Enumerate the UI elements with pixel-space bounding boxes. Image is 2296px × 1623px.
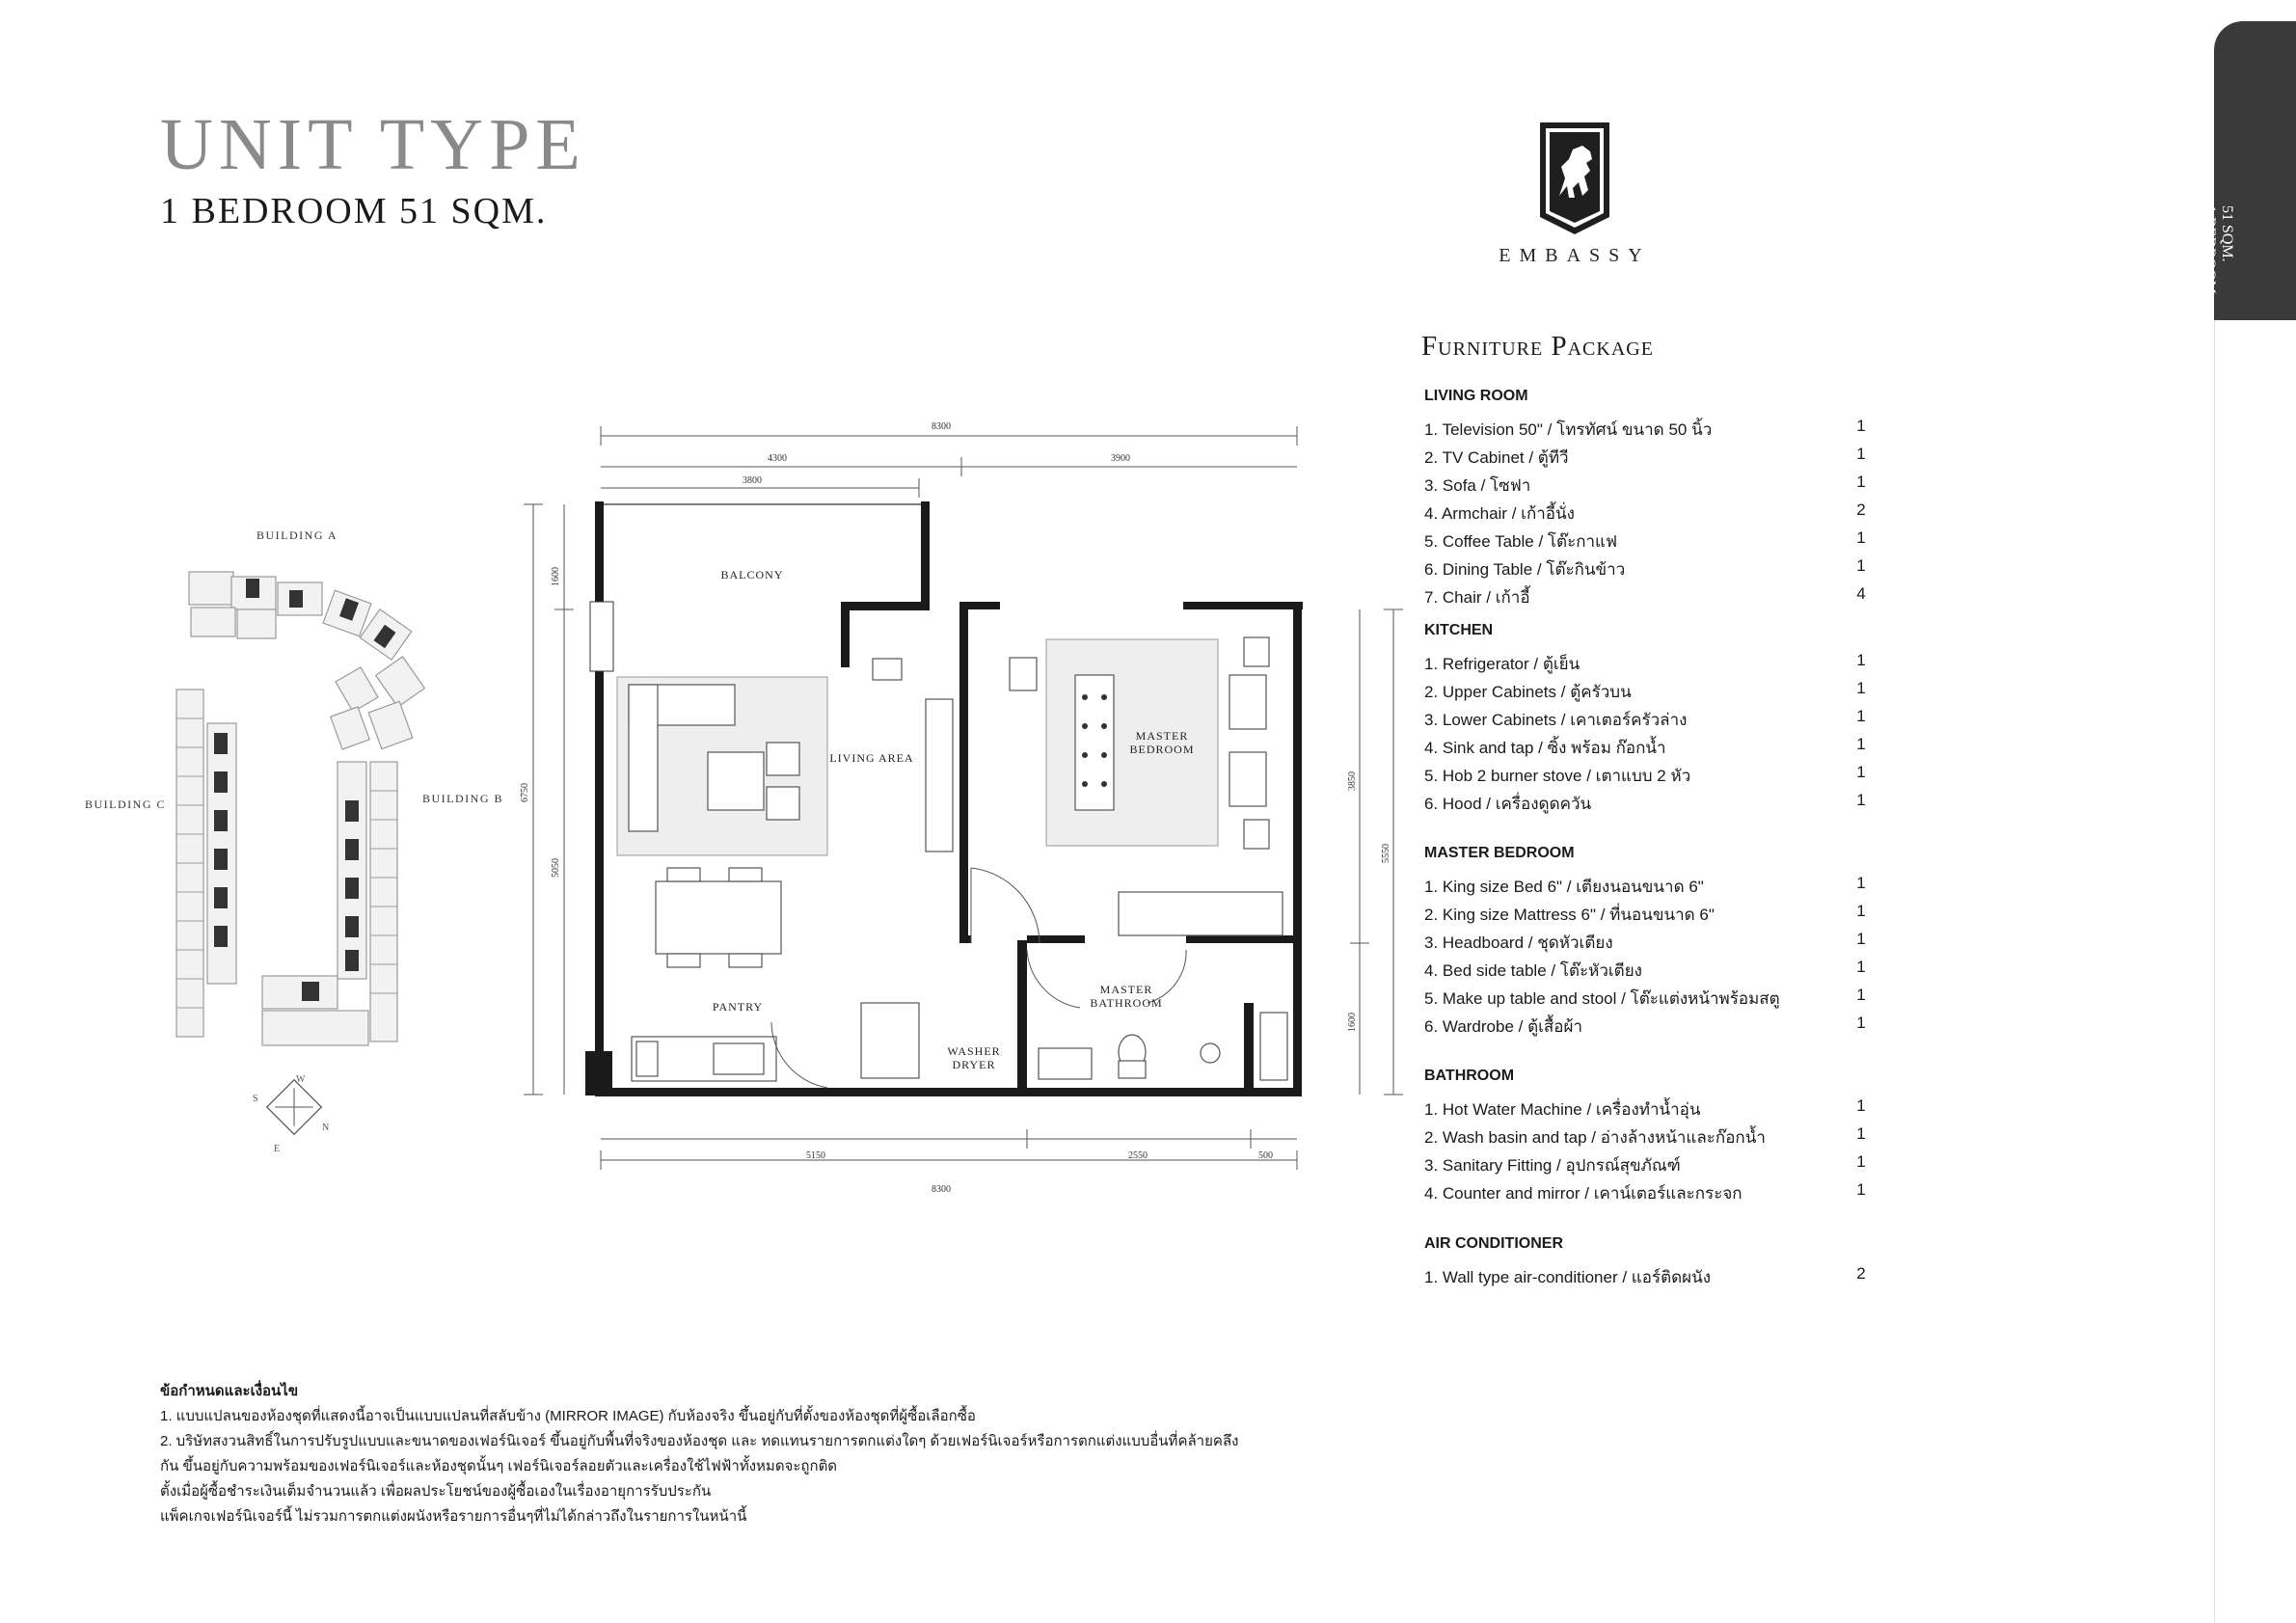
furniture-item-qty: 4 <box>1856 584 1866 603</box>
furniture-item-label: 1. Refrigerator / ตู้เย็น <box>1424 655 1580 673</box>
room-washer-1: WASHER <box>947 1044 1001 1058</box>
side-tab-label <box>2201 205 2235 294</box>
furniture-item-qty: 1 <box>1856 735 1866 753</box>
furniture-item-qty: 1 <box>1856 679 1866 697</box>
furniture-item-label: 5. Make up table and stool / โต๊ะแต่งหน้าพร้อมสตู <box>1424 989 1780 1008</box>
room-master-bathroom-2: BATHROOM <box>1090 996 1163 1010</box>
terms-line: กัน ขึ้นอยู่กับความพร้อมของเฟอร์นิเจอร์และห้องชุดนั้นๆ เฟอร์นิเจอร์ลอยตัวและเครื่องใช้ไฟฟ้าทั้งหมดจะถูกติด <box>160 1458 838 1474</box>
building-b-block <box>262 762 397 1045</box>
dim-bottom-total: 8300 <box>932 1184 951 1195</box>
room-balcony: BALCONY <box>720 568 784 582</box>
furniture-item-label: 4. Sink and tap / ซิ้ง พร้อม ก๊อกน้ำ <box>1424 739 1666 757</box>
furniture-item <box>1424 1124 1868 1150</box>
furniture-item-label: 3. Lower Cabinets / เคาเตอร์ครัวล่าง <box>1424 711 1688 729</box>
room-living-area: LIVING AREA <box>829 751 914 765</box>
page-subtitle: 1 BEDROOM 51 SQM. <box>160 191 548 231</box>
furniture-item-qty: 1 <box>1856 528 1866 547</box>
furniture-item-qty: 1 <box>1856 417 1866 435</box>
furniture-item <box>1424 1264 1868 1290</box>
embassy-logo <box>1536 121 1613 236</box>
furniture-item-label: 1. Television 50" / โทรทัศน์ ขนาด 50 นิ้ว <box>1424 420 1713 439</box>
furniture-item-label: 3. Headboard / ชุดหัวเตียง <box>1424 933 1613 952</box>
side-tab-line-1: 51 SQM. <box>2219 205 2235 262</box>
terms-heading: ข้อกำหนดและเงื่อนไข <box>160 1383 299 1399</box>
furniture-item-qty: 1 <box>1856 1180 1866 1199</box>
furniture-item <box>1424 930 1868 956</box>
dim-right-upper: 3850 <box>1347 771 1358 791</box>
furniture-item <box>1424 707 1868 733</box>
furniture-item-qty: 1 <box>1856 763 1866 781</box>
furniture-item <box>1424 500 1868 527</box>
furniture-item-label: 2. Wash basin and tap / อ่างล้างหน้าและก๊อกน้ำ <box>1424 1128 1766 1147</box>
furniture-item-qty: 1 <box>1856 874 1866 892</box>
furniture-item-qty: 1 <box>1856 445 1866 463</box>
room-washer-2: DRYER <box>952 1058 996 1071</box>
site-plan <box>77 521 503 1167</box>
dim-left-lower: 5050 <box>551 858 561 878</box>
furniture-item <box>1424 1014 1868 1040</box>
furniture-item-label: 2. TV Cabinet / ตู้ทีวี <box>1424 448 1569 467</box>
furniture-item-label: 1. Hot Water Machine / เครื่องทำน้ำอุ่น <box>1424 1100 1701 1119</box>
page-edge-divider <box>2214 320 2215 1623</box>
furniture-item <box>1424 902 1868 928</box>
furniture-item <box>1424 763 1868 789</box>
furniture-item <box>1424 528 1868 555</box>
furniture-item-label: 4. Counter and mirror / เคาน์เตอร์และกระจก <box>1424 1184 1742 1203</box>
terms-line: ตั้งเมื่อผู้ซื้อชำระเงินเต็มจำนวนแล้ว เพื่อผลประโยชน์ของผู้ซื้อเองในเรื่องอายุการรับประกัน <box>160 1483 712 1500</box>
terms-line: 1. แบบแปลนของห้องชุดที่แสดงนี้อาจเป็นแบบแปลนที่สลับข้าง (MIRROR IMAGE) กับห้องจริง ขึ้นอยู่กับที่ตั้งของห้องชุดที่ผู้ซื้อเลือกซื้อ <box>160 1408 976 1424</box>
furniture-category: KITCHEN <box>1424 622 1494 638</box>
furniture-item-qty: 1 <box>1856 1014 1866 1032</box>
furniture-item-label: 5. Hob 2 burner stove / เตาแบบ 2 หัว <box>1424 767 1691 785</box>
building-c-label: BUILDING C <box>85 798 166 811</box>
furniture-item-qty: 1 <box>1856 707 1866 725</box>
furniture-item <box>1424 958 1868 984</box>
furniture-item-label: 1. King size Bed 6" / เตียงนอนขนาด 6" <box>1424 878 1704 896</box>
furniture-item-qty: 1 <box>1856 1152 1866 1171</box>
compass-w: W <box>296 1074 306 1085</box>
room-pantry: PANTRY <box>712 1000 764 1014</box>
furniture-item-label: 5. Coffee Table / โต๊ะกาแฟ <box>1424 532 1618 551</box>
dim-top-left: 4300 <box>768 453 787 464</box>
furniture-item <box>1424 1096 1868 1123</box>
furniture-category: AIR CONDITIONER <box>1424 1235 1563 1252</box>
furniture-item-qty: 1 <box>1856 902 1866 920</box>
building-b-label: BUILDING B <box>422 792 503 805</box>
furniture-item <box>1424 473 1868 499</box>
furniture-item <box>1424 556 1868 582</box>
furniture-category: MASTER BEDROOM <box>1424 845 1575 861</box>
dim-top-balcony: 3800 <box>743 475 762 486</box>
furniture-item-label: 4. Armchair / เก้าอี้นั่ง <box>1424 504 1575 523</box>
furniture-item-qty: 2 <box>1856 1264 1866 1283</box>
furniture-item-qty: 1 <box>1856 651 1866 669</box>
dim-bottom-b: 2550 <box>1128 1150 1148 1161</box>
side-tab-line-2: 1 BEDROOM <box>2201 205 2218 295</box>
dim-right-total: 5550 <box>1381 844 1391 863</box>
furniture-item-qty: 1 <box>1856 930 1866 948</box>
furniture-item-qty: 1 <box>1856 473 1866 491</box>
furniture-item-label: 2. Upper Cabinets / ตู้ครัวบน <box>1424 683 1632 701</box>
furniture-item <box>1424 445 1868 471</box>
compass-s: S <box>253 1094 258 1104</box>
furniture-item-label: 2. King size Mattress 6" / ที่นอนขนาด 6" <box>1424 906 1715 924</box>
furniture-item <box>1424 986 1868 1012</box>
furniture-item <box>1424 1152 1868 1178</box>
dim-top-total: 8300 <box>932 421 951 432</box>
furniture-item-label: 1. Wall type air-conditioner / แอร์ติดผนัง <box>1424 1268 1712 1286</box>
furniture-item-qty: 1 <box>1856 556 1866 575</box>
furniture-category: BATHROOM <box>1424 1068 1515 1084</box>
room-master-bedroom-1: MASTER <box>1135 729 1189 743</box>
compass-icon <box>267 1080 322 1135</box>
furniture-item <box>1424 651 1868 677</box>
compass-e: E <box>274 1144 281 1154</box>
room-master-bedroom-2: BEDROOM <box>1129 743 1195 756</box>
furniture-item-qty: 1 <box>1856 1124 1866 1143</box>
room-master-bathroom-1: MASTER <box>1099 983 1153 996</box>
furniture-item <box>1424 874 1868 900</box>
page-title: UNIT TYPE <box>160 104 586 185</box>
furniture-item-qty: 1 <box>1856 986 1866 1004</box>
furniture-item <box>1424 584 1868 610</box>
building-a-label: BUILDING A <box>257 528 338 542</box>
terms-line: 2. บริษัทสงวนสิทธิ์ในการปรับรูปแบบและขนาดของเฟอร์นิเจอร์ ขึ้นอยู่กับพื้นที่จริงของห้องชุด และ ทดแทนรายการตกแต่งใดๆ ด้วยเฟอร์นิเจอร์หรือการตกแต่งแบบอื่นที่คล้ายคลึง <box>160 1433 1239 1449</box>
compass-n: N <box>322 1123 330 1133</box>
dim-top-right: 3900 <box>1111 453 1130 464</box>
furniture-item-qty: 1 <box>1856 958 1866 976</box>
furniture-item-label: 4. Bed side table / โต๊ะหัวเตียง <box>1424 961 1642 980</box>
furniture-item <box>1424 791 1868 817</box>
floor-plan <box>521 410 1408 1210</box>
dim-left-total: 6750 <box>520 783 530 802</box>
furniture-item-qty: 1 <box>1856 791 1866 809</box>
dim-right-lower: 1600 <box>1347 1013 1358 1032</box>
column-block <box>590 602 613 671</box>
furniture-item-label: 3. Sanitary Fitting / อุปกรณ์สุขภัณฑ์ <box>1424 1156 1681 1175</box>
logo-wordmark: EMBASSY <box>1499 245 1651 266</box>
furniture-item <box>1424 417 1868 443</box>
dim-bottom-c: 500 <box>1258 1150 1273 1161</box>
furniture-item-label: 6. Wardrobe / ตู้เสื้อผ้า <box>1424 1017 1583 1036</box>
dim-left-upper: 1600 <box>551 567 561 586</box>
furniture-item <box>1424 679 1868 705</box>
furniture-item <box>1424 735 1868 761</box>
furniture-item <box>1424 1180 1868 1206</box>
furniture-item-qty: 2 <box>1856 500 1866 519</box>
furniture-item-label: 6. Hood / เครื่องดูดควัน <box>1424 795 1592 813</box>
terms-line: แพ็คเกจเฟอร์นิเจอร์นี้ ไม่รวมการตกแต่งผนังหรือรายการอื่นๆที่ไม่ได้กล่าวถึงในรายการในหน้านี้ <box>160 1508 747 1525</box>
furniture-item-label: 7. Chair / เก้าอี้ <box>1424 588 1530 607</box>
furniture-item-label: 3. Sofa / โซฟา <box>1424 476 1531 495</box>
furniture-item-qty: 1 <box>1856 1096 1866 1115</box>
furniture-item-label: 6. Dining Table / โต๊ะกินข้าว <box>1424 560 1626 579</box>
furniture-package-title: Furniture Package <box>1421 331 1654 362</box>
dim-bottom-a: 5150 <box>806 1150 825 1161</box>
terms-and-conditions <box>160 1379 1317 1529</box>
furniture-category: LIVING ROOM <box>1424 388 1528 404</box>
